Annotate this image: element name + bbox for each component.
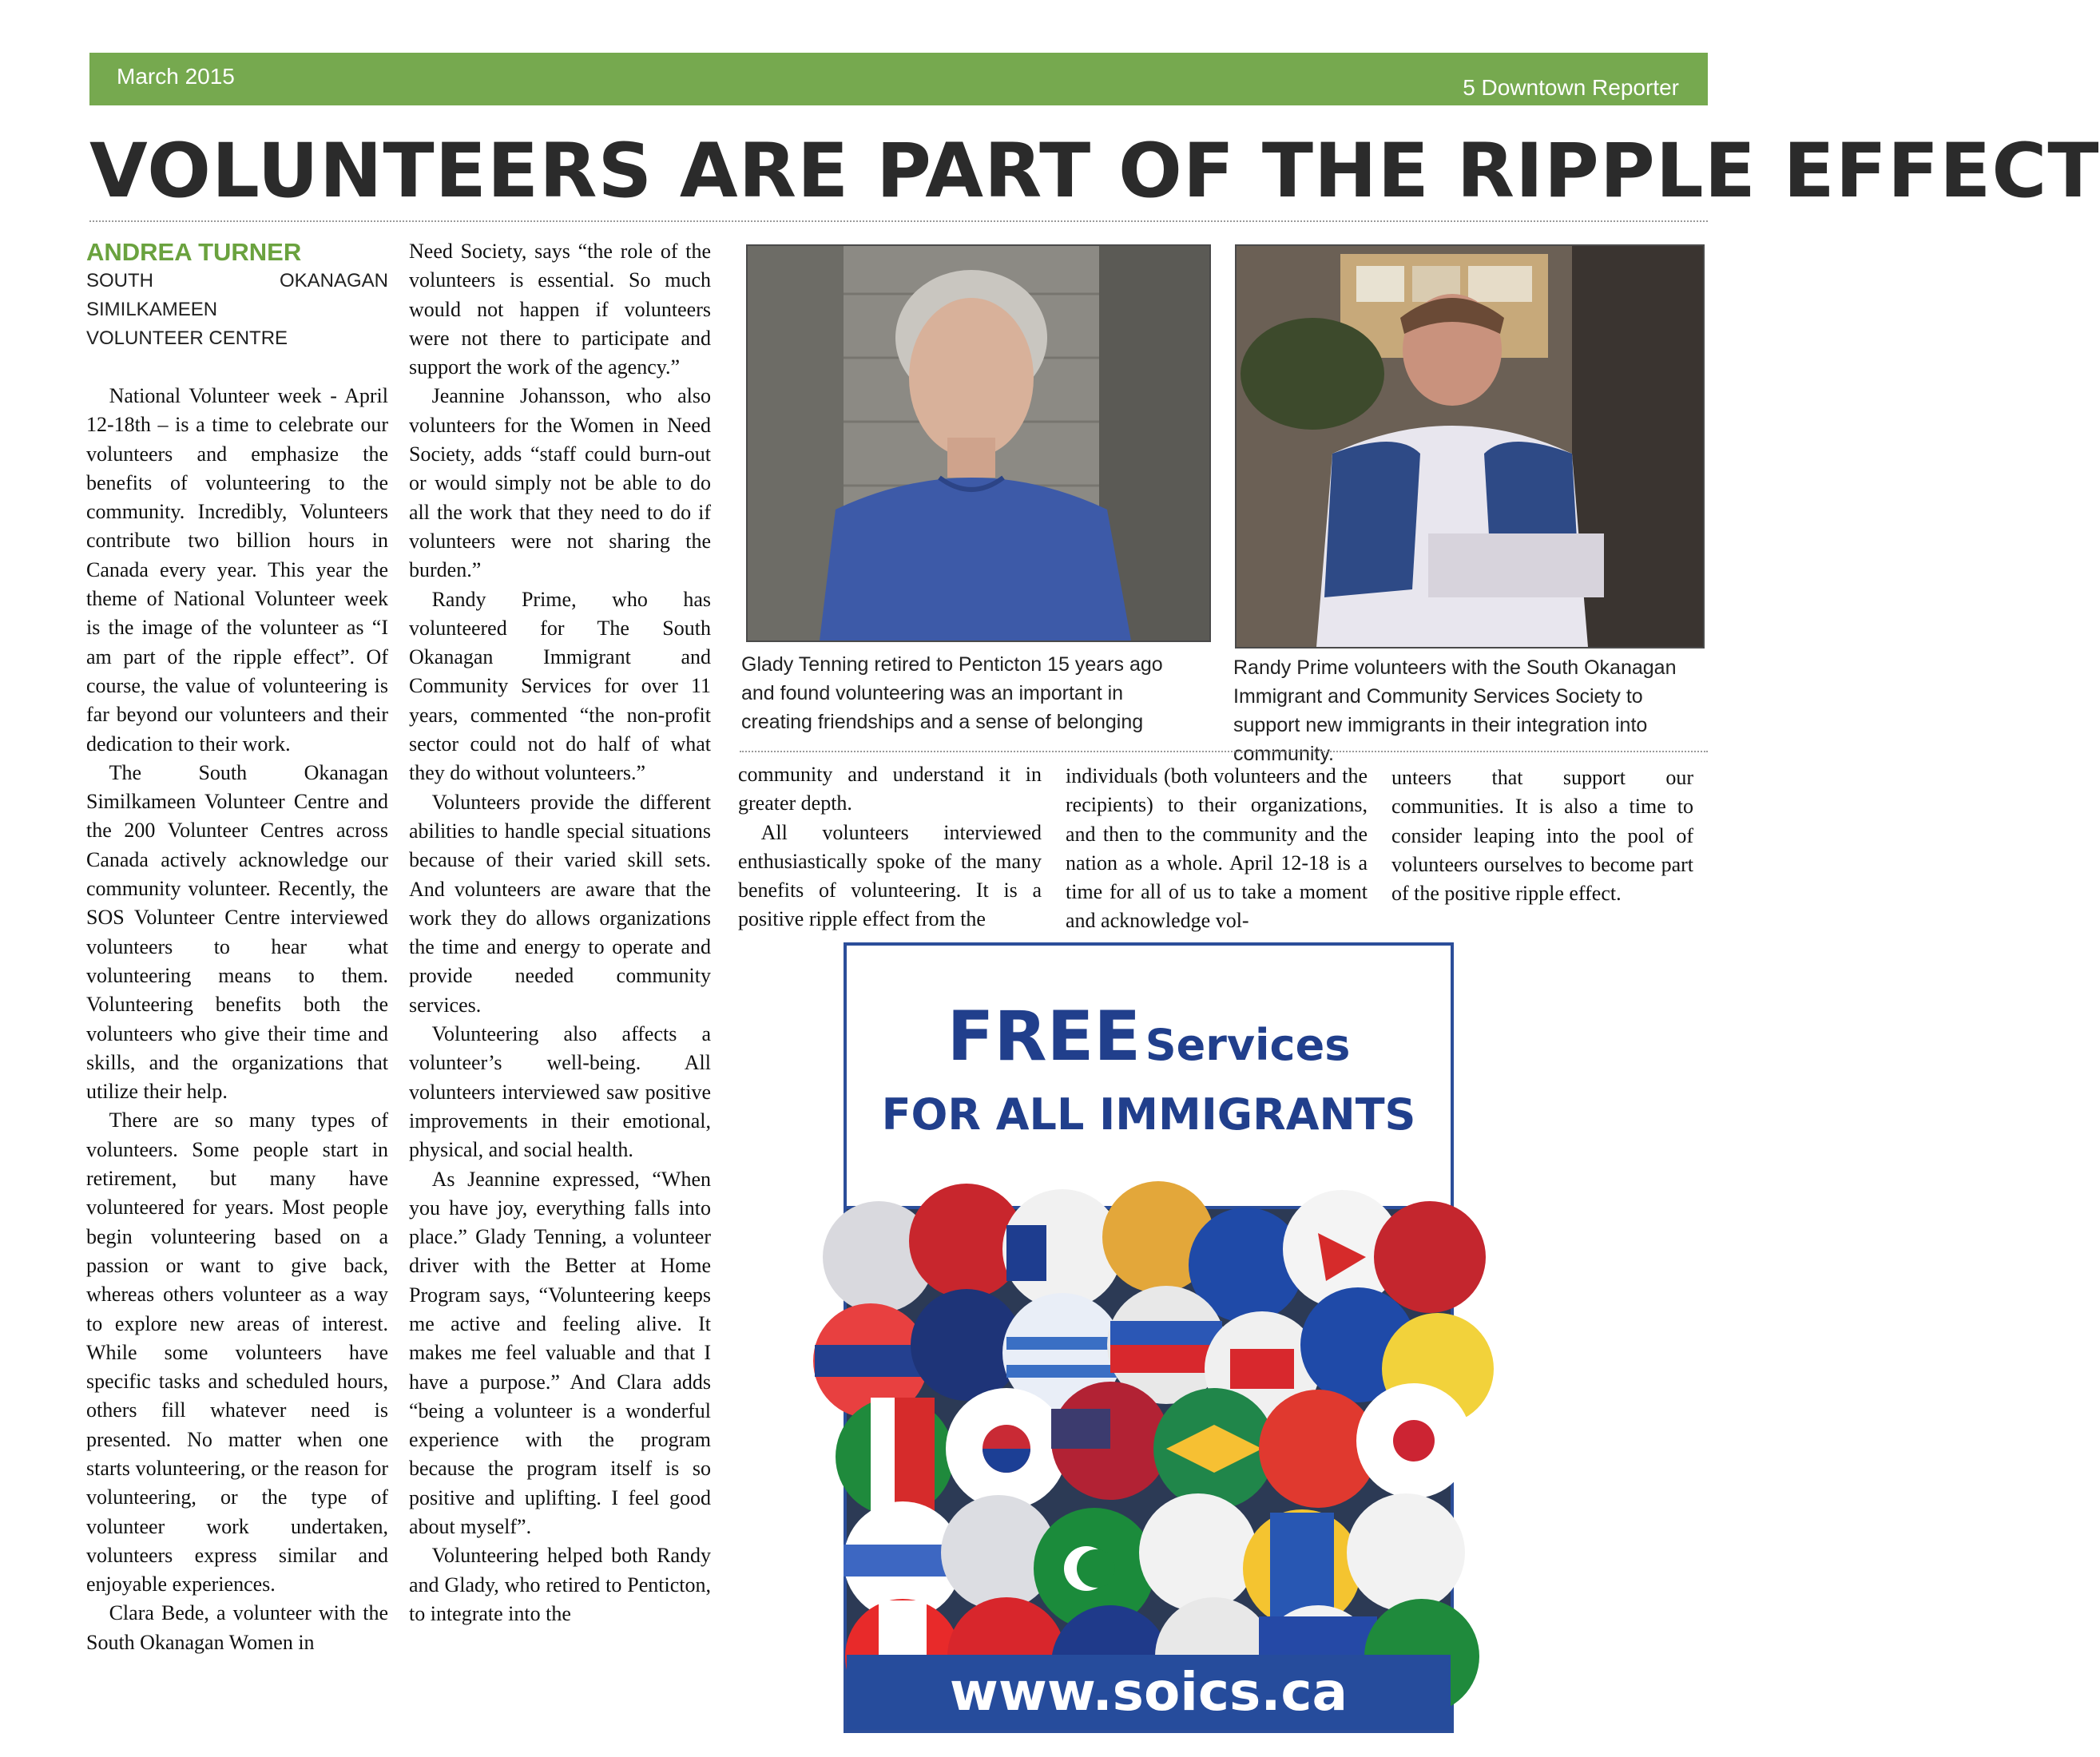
photo-glady-tenning bbox=[746, 244, 1211, 642]
paragraph: individuals (both volunteers and the recipients) to their organizations, and then to the community and the nation as a whole. April 12-18 is a time for all of us to take a moment and acknowledge vol- bbox=[1066, 764, 1368, 933]
paragraph: unteers that support our communities. It is also a time to consider leaping into the pool of volunteers ourselves to become part of the positive ripple effect. bbox=[1391, 766, 1693, 906]
photo-randy-prime bbox=[1235, 244, 1705, 648]
soics-advertisement[interactable] bbox=[844, 942, 1454, 1733]
paragraph: The South Okanagan Similkameen Volunteer Centre and the 200 Volunteer Centres across Canada actively acknowledge our community volunteer. Recently, the SOS Volunteer Centre interviewed volunteers to hear what volunteering means to them. Volunteering benefits both the volunteers who give their time and skills, and the organizations that utilize their help. bbox=[86, 760, 388, 1104]
paragraph: All volunteers interviewed enthusiastically spoke of the many benefits of volunteering. It is a positive ripple effect from the bbox=[738, 820, 1042, 931]
paragraph: community and understand it in greater depth. bbox=[738, 763, 1042, 815]
paragraph: Volunteering helped both Randy and Glady, who retired to Penticton, to integrate into the bbox=[409, 1544, 711, 1625]
article-column-2 bbox=[409, 237, 711, 1628]
ad-subheadline: FOR ALL IMMIGRANTS bbox=[881, 1089, 1416, 1140]
headline-rule bbox=[89, 220, 1708, 222]
paragraph: National Volunteer week - April 12-18th – is a time to celebrate our volunteers and emphasize the benefits of volunteering to the community. Incredibly, Volunteers contribute two billion hours in Canada every year. This year the theme of National Volunteer week is the image of the volunteer as “I am part of the ripple effect”. Of course, the value of volunteering is far beyond our volunteers and their dedication to their work. bbox=[86, 384, 388, 756]
byline-org-line2: VOLUNTEER CENTRE bbox=[86, 327, 288, 349]
paragraph: Jeannine Johansson, who also volunteers for the Women in Need Society, adds “staff could burn-out or would simply not be able to do all the work that they need to do if volunteers were not sharing the burden.” bbox=[409, 384, 711, 582]
photo-caption-left: Glady Tenning retired to Penticton 15 years ago and found volunteering was an important in creating friendships and a sense of belonging bbox=[741, 653, 1163, 733]
paragraph: Clara Bede, a volunteer with the South Okanagan Women in bbox=[86, 1601, 388, 1654]
ad-website-link[interactable]: www.soics.ca bbox=[847, 1655, 1451, 1730]
paragraph: Volunteers provide the different abilities to handle special situations because of their varied skill sets. And volunteers are aware that the work they do allows organizations the time and energy to operate and provide needed community services. bbox=[409, 790, 711, 1017]
byline-name: ANDREA TURNER bbox=[86, 238, 302, 266]
headline: VOLUNTEERS ARE PART OF THE RIPPLE EFFECT bbox=[89, 128, 2100, 215]
article-column-3 bbox=[738, 760, 1042, 934]
ad-free-word: FREE bbox=[947, 997, 1141, 1077]
issue-date: March 2015 bbox=[117, 64, 235, 89]
article-column-4 bbox=[1066, 762, 1368, 936]
portrait-man-illustration bbox=[1237, 246, 1703, 647]
portrait-woman-illustration bbox=[748, 246, 1209, 641]
paragraph: Need Society, says “the role of the volunteers is essential. So much would not happen if volunteers were not there to participate and support the work of the agency.” bbox=[409, 240, 711, 379]
byline-org-line1: SOUTH OKANAGAN SIMILKAMEEN bbox=[86, 270, 388, 320]
flag-buttons-image bbox=[847, 1206, 1451, 1660]
header-band bbox=[89, 53, 1708, 105]
page-info: 5 Downtown Reporter bbox=[1463, 75, 1679, 100]
ad-headline bbox=[847, 997, 1451, 1077]
paragraph: As Jeannine expressed, “When you have joy, everything falls into place.” Glady Tenning, a volunteer driver with the Better at Home Program says, “Volunteering keeps me active and feeling alive. It makes me feel valuable and that I have a purpose.” And Clara adds “being a volunteer is a wonderful experience with the program because the program itself is so positive and uplifting. I feel good about myself”. bbox=[409, 1167, 711, 1539]
article-column-1 bbox=[86, 238, 388, 1657]
article-column-5 bbox=[1391, 763, 1693, 908]
photo-rule bbox=[740, 751, 1708, 752]
photo-caption-right: Randy Prime volunteers with the South Okanagan Immigrant and Community Services Society to support new immigrants in their integration into community. bbox=[1233, 656, 1677, 765]
paragraph: There are so many types of volunteers. Some people start in retirement, but many have volunteered for years. Most people begin volunteering based on a passion or want to give back, whereas others volunteer as a way to explore new areas of interest. While some volunteers have specific tasks and scheduled hours, others fill whatever need is presented. No matter when one starts volunteering, or the reason for volunteering, or the type of volunteer work undertaken, volunteers express similar and enjoyable experiences. bbox=[86, 1109, 388, 1596]
paragraph: Volunteering also affects a volunteer’s well-being. All volunteers interviewed saw positive improvements in their emotional, physical, and social health. bbox=[409, 1022, 711, 1162]
ad-services-word: Services bbox=[1145, 1020, 1351, 1070]
paragraph: Randy Prime, who has volunteered for The South Okanagan Immigrant and Community Services for over 11 years, commented “the non-profit sector could not do half of what they do without volunteers.” bbox=[409, 587, 711, 785]
flag-pins-collage bbox=[847, 1209, 1451, 1660]
